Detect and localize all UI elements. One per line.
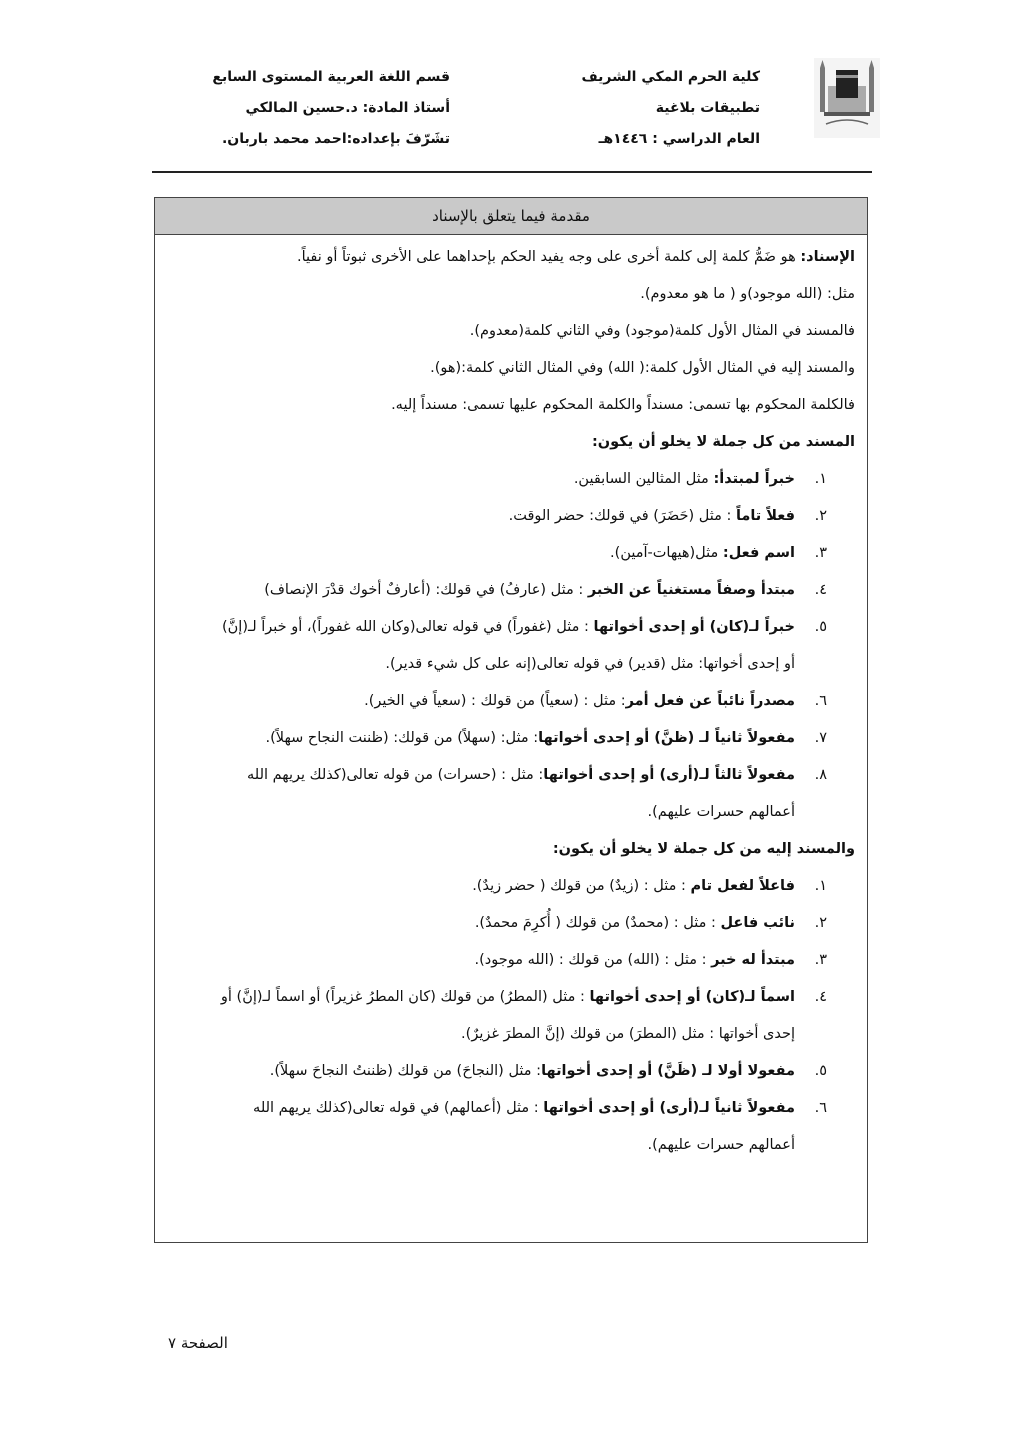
item-number: ٦. (814, 1100, 827, 1116)
item-number: ٣. (814, 545, 827, 561)
academic-year: العام الدراسي : ١٤٤٦هـ (598, 131, 760, 147)
list-item (169, 498, 855, 535)
list-item (169, 535, 855, 572)
item-text: : مثل (المطرُ) من قولك (كان المطرُ غزيراً) أو اسماً لـ(إنَّ) أو (220, 989, 590, 1005)
item-term: اسماً لـ(كان) أو إحدى أخواتها (589, 989, 795, 1005)
box-content (155, 235, 867, 1164)
item-text: : مثل : (زيدٌ) من قولك ( حضر زيدٌ). (472, 878, 691, 894)
item-term: مبتدأ وصفاً مستغنياً عن الخبر (587, 582, 795, 598)
list-item (169, 572, 855, 609)
list-item (169, 609, 855, 683)
list-item (169, 942, 855, 979)
item-term: اسم فعل: (722, 545, 795, 561)
item-text: : مثل : (سعياً) من قولك : (سعياً في الخير). (364, 693, 626, 709)
item-number: ٣. (814, 952, 827, 968)
item-term: مفعولاً ثانياً لـ (ظنَّ) أو إحدى أخواتها (538, 730, 795, 746)
musnad-ilayh-list (169, 868, 855, 1164)
musnad-ilayh-line: والمسند إليه في المثال الأول كلمة:( الله) وفي المثال الثاني كلمة:(هو). (430, 360, 855, 376)
item-text: : مثل : (حسرات) من قوله تعالى(كذلك يريهم الله (247, 767, 544, 783)
list-item (169, 683, 855, 720)
kaaba-logo-icon (814, 58, 880, 138)
list-item (169, 868, 855, 905)
item-text: : مثل : (محمدٌ) من قولك ( أُكرِمَ محمدٌ). (474, 915, 721, 931)
item-number: ٤. (814, 989, 827, 1005)
item-term: خبراً لمبتدأ: (713, 471, 795, 487)
page-header (150, 58, 870, 158)
musnad-list (169, 461, 855, 831)
department-level: قسم اللغة العربية المستوى السابع (212, 69, 450, 85)
item-term: مفعولاً ثالثاً لـ(أرى) أو إحدى أخواتها (543, 767, 795, 783)
item-term: مفعولاً ثانياً لـ(أرى) أو إحدى أخواتها (543, 1100, 795, 1116)
item-text: : مثل: (سهلاً) من قولك: (ظننت النجاح سهلاً). (265, 730, 539, 746)
item-number: ٢. (814, 508, 827, 524)
box-title: مقدمة فيما يتعلق بالإسناد (155, 198, 867, 235)
item-continuation: إحدى أخواتها : مثل (المطرَ) من قولك (إنَّ المطرَ غزيرٌ). (461, 1026, 795, 1042)
item-number: ٢. (814, 915, 827, 931)
summary-line: فالكلمة المحكوم بها تسمى: مسنداً والكلمة المحكوم عليها تسمى: مسنداً إليه. (391, 397, 855, 413)
definition-paragraph (169, 239, 855, 276)
item-term: خبراً لـ(كان) أو إحدى أخواتها (593, 619, 795, 635)
item-text: : مثل (عارفُ) في قولك: (أعارفٌ أخوك قدْرَ الإنصاف) (264, 582, 588, 598)
college-name: كلية الحرم المكي الشريف (581, 69, 760, 85)
list-item (169, 461, 855, 498)
item-continuation: أعمالهم حسرات عليهم). (647, 804, 795, 820)
item-text: : مثل (أعمالهم) في قوله تعالى(كذلك يريهم الله (253, 1100, 544, 1116)
course-name: تطبيقات بلاغية (655, 100, 760, 116)
header-department-block (212, 62, 450, 155)
item-continuation: أعمالهم حسرات عليهم). (647, 1137, 795, 1153)
item-number: ٥. (814, 619, 827, 635)
list-item (169, 1053, 855, 1090)
item-text: مثل(هيهات-آمين). (610, 545, 723, 561)
item-number: ٤. (814, 582, 827, 598)
content-box (154, 197, 868, 1243)
item-continuation: أو إحدى أخواتها: مثل (قدير) في قوله تعالى(إنه على كل شيء قدير). (385, 656, 795, 672)
list-item (169, 979, 855, 1053)
definition-term: الإسناد: (800, 249, 855, 265)
item-term: مبتدأ له خبر (711, 952, 795, 968)
page-number: الصفحة ٧ (168, 1334, 228, 1352)
item-term: فاعلاً لفعل تام (690, 878, 795, 894)
item-term: مفعولا أولا لـ (ظَنَّ) أو إحدى أخواتها (541, 1063, 795, 1079)
item-text: : مثل (النجاحَ) من قولك (ظننتُ النجاحَ سهلاً). (269, 1063, 542, 1079)
item-term: فعلاً تاماً (735, 508, 795, 524)
list-item (169, 1090, 855, 1164)
item-text: : مثل (حَضَرَ) في قولك: حضر الوقت. (508, 508, 736, 524)
header-divider (152, 171, 872, 173)
item-term: نائب فاعل (720, 915, 795, 931)
item-number: ٥. (814, 1063, 827, 1079)
item-number: ٨. (814, 767, 827, 783)
musnad-line: فالمسند في المثال الأول كلمة(موجود) وفي الثاني كلمة(معدوم). (469, 323, 855, 339)
item-text: مثل المثالين السابقين. (573, 471, 714, 487)
item-number: ٧. (814, 730, 827, 746)
header-institution-block (582, 62, 761, 155)
example-line: مثل: (الله موجود)و ( ما هو معدوم). (640, 286, 855, 302)
item-text: : مثل : (الله) من قولك : (الله موجود). (474, 952, 712, 968)
list-item (169, 905, 855, 942)
prepared-by: تشَرّفَ بإعداده:احمد محمد باربان. (221, 131, 450, 147)
musnad-heading: المسند من كل جملة لا يخلو أن يكون: (592, 434, 855, 450)
item-number: ٦. (814, 693, 827, 709)
definition-text: هو ضَمُّ كلمة إلى كلمة أخرى على وجه يفيد الحكم بإحداهما على الأخرى ثبوتاً أو نفياً. (297, 249, 801, 265)
item-number: ١. (814, 878, 827, 894)
musnad-ilayh-heading: والمسند إليه من كل جملة لا يخلو أن يكون: (552, 841, 855, 857)
list-item (169, 720, 855, 757)
item-number: ١. (814, 471, 827, 487)
item-term: مصدراً نائباً عن فعل أمر (625, 693, 795, 709)
item-text: : مثل (غفوراً) في قوله تعالى(وكان الله غفوراً)، أو خبراً لـ(إنَّ) (221, 619, 594, 635)
instructor-name: أستاذ المادة: د.حسين المالكي (245, 100, 450, 116)
list-item (169, 757, 855, 831)
